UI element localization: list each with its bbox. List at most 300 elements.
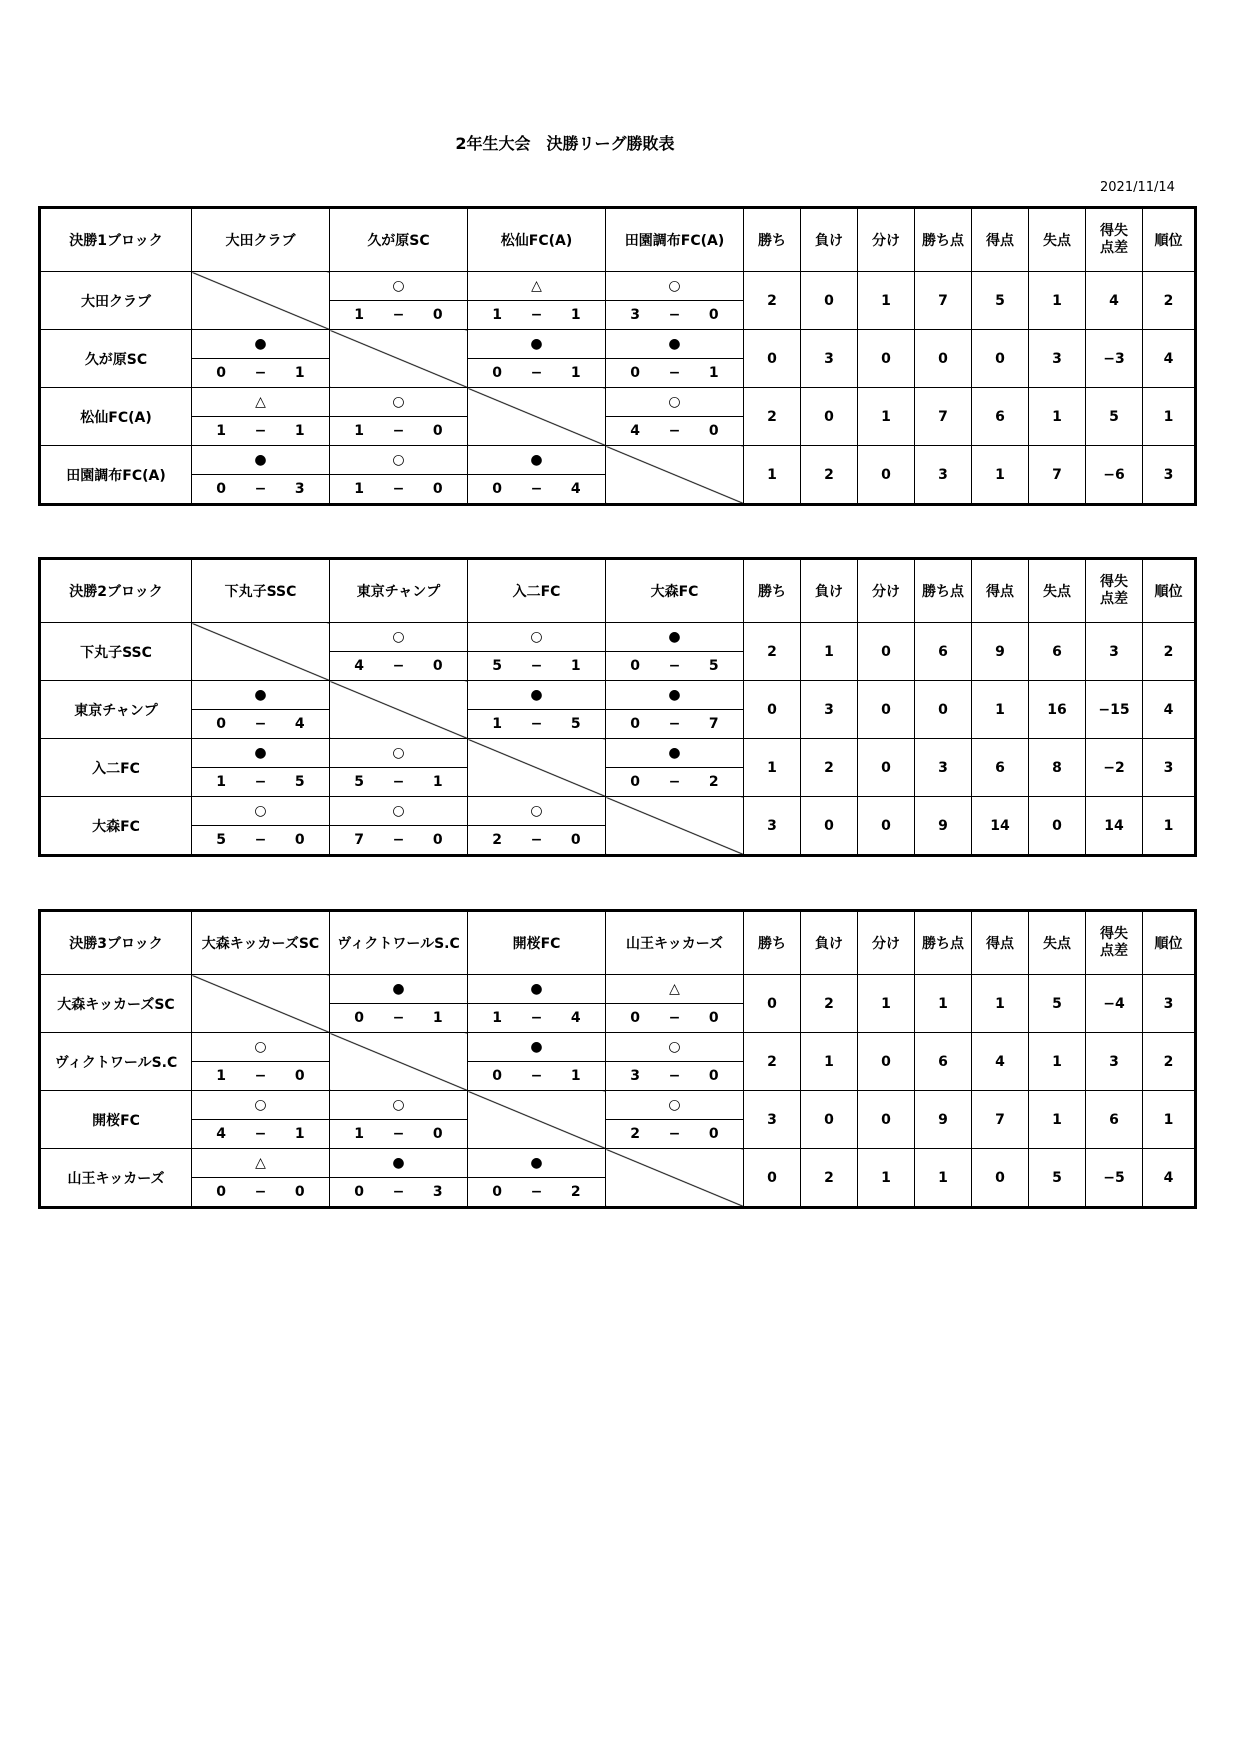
score-dash: − — [530, 365, 543, 381]
score-opponent: 3 — [432, 1184, 443, 1200]
score-opponent: 0 — [432, 423, 443, 439]
stat-header: 順位 — [1143, 559, 1196, 623]
match-score — [192, 710, 330, 739]
self-match-diagonal — [468, 1091, 606, 1149]
stat-value: 14 — [1086, 797, 1143, 856]
match-score — [330, 1178, 468, 1208]
score-own: 0 — [630, 1010, 641, 1026]
score-opponent: 1 — [570, 307, 581, 323]
stat-header: 得点 — [972, 559, 1029, 623]
score-dash: − — [668, 365, 681, 381]
score-own: 0 — [630, 365, 641, 381]
result-mark: ○ — [192, 1033, 330, 1062]
score-opponent: 0 — [708, 307, 719, 323]
stat-value: 2 — [744, 623, 801, 681]
stat-value: 1 — [744, 739, 801, 797]
stat-value: −5 — [1086, 1149, 1143, 1208]
score-dash: − — [668, 307, 681, 323]
table-row — [40, 1091, 1196, 1120]
score-opponent: 4 — [570, 1010, 581, 1026]
score-own: 2 — [630, 1126, 641, 1142]
stat-value: 2 — [1143, 1033, 1196, 1091]
score-dash: − — [254, 1126, 267, 1142]
result-mark: ○ — [330, 272, 468, 301]
score-opponent: 0 — [570, 832, 581, 848]
row-team-name: 山王キッカーズ — [40, 1149, 192, 1208]
match-score — [468, 475, 606, 505]
stat-value: 1 — [858, 1149, 915, 1208]
column-team-name: 松仙FC(A) — [468, 208, 606, 272]
score-dash: − — [254, 481, 267, 497]
score-own: 0 — [216, 1184, 227, 1200]
result-mark: ○ — [330, 739, 468, 768]
date-label: 2021/11/14 — [1100, 180, 1175, 195]
stat-value: 6 — [972, 739, 1029, 797]
stat-value: 9 — [972, 623, 1029, 681]
result-mark: ○ — [330, 1091, 468, 1120]
score-opponent: 3 — [294, 481, 305, 497]
score-dash: − — [392, 1126, 405, 1142]
stat-value: 6 — [915, 623, 972, 681]
self-match-diagonal — [468, 739, 606, 797]
match-score — [192, 1120, 330, 1149]
stat-header: 勝ち — [744, 911, 801, 975]
score-dash: − — [530, 481, 543, 497]
column-team-name: 山王キッカーズ — [606, 911, 744, 975]
score-dash: − — [254, 774, 267, 790]
score-own: 1 — [354, 423, 365, 439]
stat-value: 3 — [744, 797, 801, 856]
score-opponent: 4 — [294, 716, 305, 732]
match-score — [468, 826, 606, 856]
match-score — [330, 768, 468, 797]
match-score — [468, 652, 606, 681]
score-dash: − — [254, 832, 267, 848]
score-own: 0 — [492, 481, 503, 497]
score-own: 1 — [492, 716, 503, 732]
result-mark: ● — [606, 739, 744, 768]
score-opponent: 5 — [294, 774, 305, 790]
stat-value: −15 — [1086, 681, 1143, 739]
stat-value: 1 — [1143, 1091, 1196, 1149]
stat-value: 2 — [744, 388, 801, 446]
stat-value: 1 — [915, 1149, 972, 1208]
stat-value: 1 — [858, 388, 915, 446]
stat-value: 0 — [972, 1149, 1029, 1208]
score-own: 4 — [354, 658, 365, 674]
score-opponent: 2 — [708, 774, 719, 790]
score-own: 4 — [630, 423, 641, 439]
score-dash: − — [254, 423, 267, 439]
stat-value: 3 — [1143, 446, 1196, 505]
score-dash: − — [668, 716, 681, 732]
score-opponent: 0 — [432, 832, 443, 848]
score-dash: − — [392, 481, 405, 497]
stat-value: 16 — [1029, 681, 1086, 739]
stat-value: 3 — [915, 739, 972, 797]
score-dash: − — [392, 423, 405, 439]
score-own: 3 — [630, 1068, 641, 1084]
stat-value: 2 — [801, 446, 858, 505]
result-mark: ○ — [606, 272, 744, 301]
stat-value: 1 — [858, 975, 915, 1033]
stat-value: 1 — [972, 975, 1029, 1033]
result-mark: ● — [192, 330, 330, 359]
stat-value: 0 — [801, 797, 858, 856]
score-own: 1 — [492, 307, 503, 323]
match-score — [330, 417, 468, 446]
page-title: 2年生大会 決勝リーグ勝敗表 — [455, 134, 675, 153]
score-own: 0 — [216, 716, 227, 732]
stat-header: 分け — [858, 911, 915, 975]
score-dash: − — [254, 365, 267, 381]
stat-value: 6 — [915, 1033, 972, 1091]
score-opponent: 0 — [294, 1068, 305, 1084]
score-dash: − — [530, 1010, 543, 1026]
column-team-name: 久が原SC — [330, 208, 468, 272]
score-dash: − — [254, 1184, 267, 1200]
match-score — [468, 1004, 606, 1033]
score-own: 0 — [216, 365, 227, 381]
score-opponent: 1 — [432, 774, 443, 790]
stat-value: 8 — [1029, 739, 1086, 797]
result-mark: ● — [468, 1033, 606, 1062]
result-mark: ● — [468, 1149, 606, 1178]
stat-value: 2 — [744, 1033, 801, 1091]
result-mark: ○ — [192, 797, 330, 826]
stat-header: 勝ち点 — [915, 911, 972, 975]
stat-value: 0 — [744, 975, 801, 1033]
score-dash: − — [530, 658, 543, 674]
stat-value: 4 — [1143, 330, 1196, 388]
score-dash: − — [392, 774, 405, 790]
self-match-diagonal — [330, 1033, 468, 1091]
column-team-name: 田園調布FC(A) — [606, 208, 744, 272]
score-opponent: 5 — [570, 716, 581, 732]
result-mark: ○ — [468, 797, 606, 826]
match-score — [330, 475, 468, 505]
result-mark: ● — [606, 330, 744, 359]
score-opponent: 5 — [708, 658, 719, 674]
stat-header: 勝ち点 — [915, 559, 972, 623]
stat-value: 0 — [744, 1149, 801, 1208]
match-score — [192, 1062, 330, 1091]
result-mark: ● — [468, 330, 606, 359]
stat-value: 4 — [1086, 272, 1143, 330]
column-team-name: ヴィクトワールS.C — [330, 911, 468, 975]
score-own: 1 — [216, 423, 227, 439]
result-mark: ● — [192, 446, 330, 475]
stat-header: 得失 点差 — [1086, 208, 1143, 272]
stat-value: 3 — [1086, 623, 1143, 681]
stat-value: 1 — [972, 446, 1029, 505]
score-own: 0 — [630, 658, 641, 674]
block-name: 決勝1ブロック — [40, 208, 192, 272]
stat-value: 6 — [1086, 1091, 1143, 1149]
score-own: 1 — [216, 774, 227, 790]
match-score — [606, 1004, 744, 1033]
column-team-name: 開桜FC — [468, 911, 606, 975]
score-dash: − — [530, 307, 543, 323]
match-score — [606, 301, 744, 330]
row-team-name: ヴィクトワールS.C — [40, 1033, 192, 1091]
stat-value: 1 — [1143, 797, 1196, 856]
score-dash: − — [530, 716, 543, 732]
stat-value: 5 — [1029, 975, 1086, 1033]
score-opponent: 1 — [708, 365, 719, 381]
league-table-block-2 — [38, 557, 1197, 857]
match-score — [330, 1120, 468, 1149]
stat-header: 順位 — [1143, 911, 1196, 975]
stat-header: 分け — [858, 208, 915, 272]
score-dash: − — [254, 716, 267, 732]
row-team-name: 久が原SC — [40, 330, 192, 388]
stat-value: 1 — [858, 272, 915, 330]
stat-value: 1 — [915, 975, 972, 1033]
stat-header: 勝ち — [744, 208, 801, 272]
score-opponent: 0 — [432, 1126, 443, 1142]
stat-value: 1 — [1029, 388, 1086, 446]
stat-header: 分け — [858, 559, 915, 623]
stat-value: 1 — [744, 446, 801, 505]
row-team-name: 大田クラブ — [40, 272, 192, 330]
stat-value: 0 — [744, 330, 801, 388]
self-match-diagonal — [606, 797, 744, 856]
stat-value: 7 — [915, 388, 972, 446]
table-row — [40, 797, 1196, 826]
stat-header: 負け — [801, 911, 858, 975]
table-row — [40, 739, 1196, 768]
stat-value: 7 — [915, 272, 972, 330]
table-row — [40, 388, 1196, 417]
score-own: 5 — [354, 774, 365, 790]
stat-value: 9 — [915, 797, 972, 856]
stat-value: 7 — [972, 1091, 1029, 1149]
stat-value: 1 — [1143, 388, 1196, 446]
stat-value: 0 — [915, 330, 972, 388]
score-opponent: 0 — [294, 832, 305, 848]
stat-value: 3 — [1143, 739, 1196, 797]
table-row — [40, 623, 1196, 652]
score-dash: − — [668, 658, 681, 674]
score-opponent: 0 — [432, 658, 443, 674]
stat-value: 9 — [915, 1091, 972, 1149]
score-own: 0 — [354, 1010, 365, 1026]
stat-value: 6 — [1029, 623, 1086, 681]
score-opponent: 1 — [294, 1126, 305, 1142]
stat-value: 4 — [1143, 1149, 1196, 1208]
match-score — [468, 301, 606, 330]
stat-value: 0 — [858, 797, 915, 856]
result-mark: ○ — [606, 1033, 744, 1062]
result-mark: ● — [468, 446, 606, 475]
stat-header: 失点 — [1029, 559, 1086, 623]
result-mark: ○ — [330, 446, 468, 475]
stat-value: −4 — [1086, 975, 1143, 1033]
match-score — [192, 1178, 330, 1208]
stat-header: 得失 点差 — [1086, 911, 1143, 975]
score-own: 1 — [354, 481, 365, 497]
self-match-diagonal — [192, 272, 330, 330]
match-score — [192, 475, 330, 505]
result-mark: ● — [192, 681, 330, 710]
result-mark: ● — [606, 623, 744, 652]
stat-value: 0 — [801, 388, 858, 446]
score-own: 3 — [630, 307, 641, 323]
match-score — [192, 826, 330, 856]
score-dash: − — [530, 1068, 543, 1084]
stat-value: 0 — [801, 1091, 858, 1149]
stat-value: 0 — [801, 272, 858, 330]
row-team-name: 大森キッカーズSC — [40, 975, 192, 1033]
score-dash: − — [392, 307, 405, 323]
row-team-name: 東京チャンプ — [40, 681, 192, 739]
score-dash: − — [254, 1068, 267, 1084]
column-team-name: 東京チャンプ — [330, 559, 468, 623]
stat-header: 得点 — [972, 911, 1029, 975]
stat-value: 0 — [744, 681, 801, 739]
match-score — [606, 1062, 744, 1091]
self-match-diagonal — [468, 388, 606, 446]
result-mark: △ — [192, 1149, 330, 1178]
score-own: 0 — [216, 481, 227, 497]
score-opponent: 1 — [294, 365, 305, 381]
stat-value: −2 — [1086, 739, 1143, 797]
table-row — [40, 1149, 1196, 1178]
score-dash: − — [392, 1010, 405, 1026]
stat-value: 2 — [801, 739, 858, 797]
stat-value: 6 — [972, 388, 1029, 446]
stat-header: 負け — [801, 208, 858, 272]
stat-value: 4 — [972, 1033, 1029, 1091]
score-own: 1 — [354, 1126, 365, 1142]
stat-value: 1 — [801, 1033, 858, 1091]
match-score — [606, 417, 744, 446]
match-score — [606, 359, 744, 388]
stat-value: 2 — [801, 975, 858, 1033]
result-mark: ○ — [468, 623, 606, 652]
score-dash: − — [668, 1126, 681, 1142]
stat-value: 0 — [1029, 797, 1086, 856]
league-table-block-3 — [38, 909, 1197, 1209]
result-mark: ● — [330, 975, 468, 1004]
self-match-diagonal — [192, 623, 330, 681]
stat-header: 失点 — [1029, 911, 1086, 975]
match-score — [192, 417, 330, 446]
stat-value: 0 — [858, 1091, 915, 1149]
match-score — [330, 301, 468, 330]
score-opponent: 0 — [708, 1010, 719, 1026]
match-score — [606, 652, 744, 681]
score-opponent: 4 — [570, 481, 581, 497]
self-match-diagonal — [192, 975, 330, 1033]
score-own: 2 — [492, 832, 503, 848]
score-opponent: 0 — [708, 1126, 719, 1142]
result-mark: △ — [192, 388, 330, 417]
match-score — [330, 652, 468, 681]
score-own: 0 — [492, 1068, 503, 1084]
score-opponent: 7 — [708, 716, 719, 732]
result-mark: ● — [192, 739, 330, 768]
stat-value: 0 — [858, 330, 915, 388]
score-own: 7 — [354, 832, 365, 848]
stat-value: 3 — [744, 1091, 801, 1149]
stat-value: 2 — [801, 1149, 858, 1208]
column-team-name: 入二FC — [468, 559, 606, 623]
stat-header: 得点 — [972, 208, 1029, 272]
stat-value: 3 — [1029, 330, 1086, 388]
score-dash: − — [530, 1184, 543, 1200]
score-opponent: 1 — [570, 1068, 581, 1084]
stat-value: 3 — [915, 446, 972, 505]
row-team-name: 大森FC — [40, 797, 192, 856]
score-own: 0 — [492, 365, 503, 381]
score-dash: − — [530, 832, 543, 848]
self-match-diagonal — [330, 330, 468, 388]
score-opponent: 0 — [708, 423, 719, 439]
score-dash: − — [668, 1010, 681, 1026]
stat-value: −6 — [1086, 446, 1143, 505]
table-row — [40, 446, 1196, 475]
stat-value: 3 — [1086, 1033, 1143, 1091]
match-score — [606, 710, 744, 739]
match-score — [468, 1178, 606, 1208]
score-opponent: 0 — [294, 1184, 305, 1200]
self-match-diagonal — [606, 1149, 744, 1208]
stat-value: 2 — [1143, 272, 1196, 330]
score-opponent: 0 — [432, 481, 443, 497]
column-team-name: 大森FC — [606, 559, 744, 623]
score-dash: − — [392, 658, 405, 674]
score-opponent: 0 — [708, 1068, 719, 1084]
table-row — [40, 330, 1196, 359]
table-row — [40, 681, 1196, 710]
row-team-name: 入二FC — [40, 739, 192, 797]
score-own: 5 — [492, 658, 503, 674]
result-mark: ○ — [330, 797, 468, 826]
stat-value: 4 — [1143, 681, 1196, 739]
score-dash: − — [668, 1068, 681, 1084]
score-opponent: 1 — [570, 365, 581, 381]
match-score — [330, 1004, 468, 1033]
score-own: 1 — [354, 307, 365, 323]
score-opponent: 1 — [570, 658, 581, 674]
stat-value: 0 — [858, 1033, 915, 1091]
result-mark: ● — [606, 681, 744, 710]
stat-header: 勝ち — [744, 559, 801, 623]
stat-value: 3 — [801, 681, 858, 739]
self-match-diagonal — [330, 681, 468, 739]
stat-value: 3 — [801, 330, 858, 388]
row-team-name: 開桜FC — [40, 1091, 192, 1149]
score-dash: − — [392, 832, 405, 848]
stat-value: 0 — [858, 446, 915, 505]
stat-header: 得失 点差 — [1086, 559, 1143, 623]
stat-value: 0 — [972, 330, 1029, 388]
match-score — [468, 359, 606, 388]
result-mark: △ — [468, 272, 606, 301]
score-own: 1 — [492, 1010, 503, 1026]
stat-value: 5 — [1029, 1149, 1086, 1208]
result-mark: ● — [468, 681, 606, 710]
stat-value: 7 — [1029, 446, 1086, 505]
score-dash: − — [392, 1184, 405, 1200]
stat-value: 5 — [972, 272, 1029, 330]
score-own: 0 — [354, 1184, 365, 1200]
stat-value: 5 — [1086, 388, 1143, 446]
stat-value: 3 — [1143, 975, 1196, 1033]
score-dash: − — [668, 423, 681, 439]
